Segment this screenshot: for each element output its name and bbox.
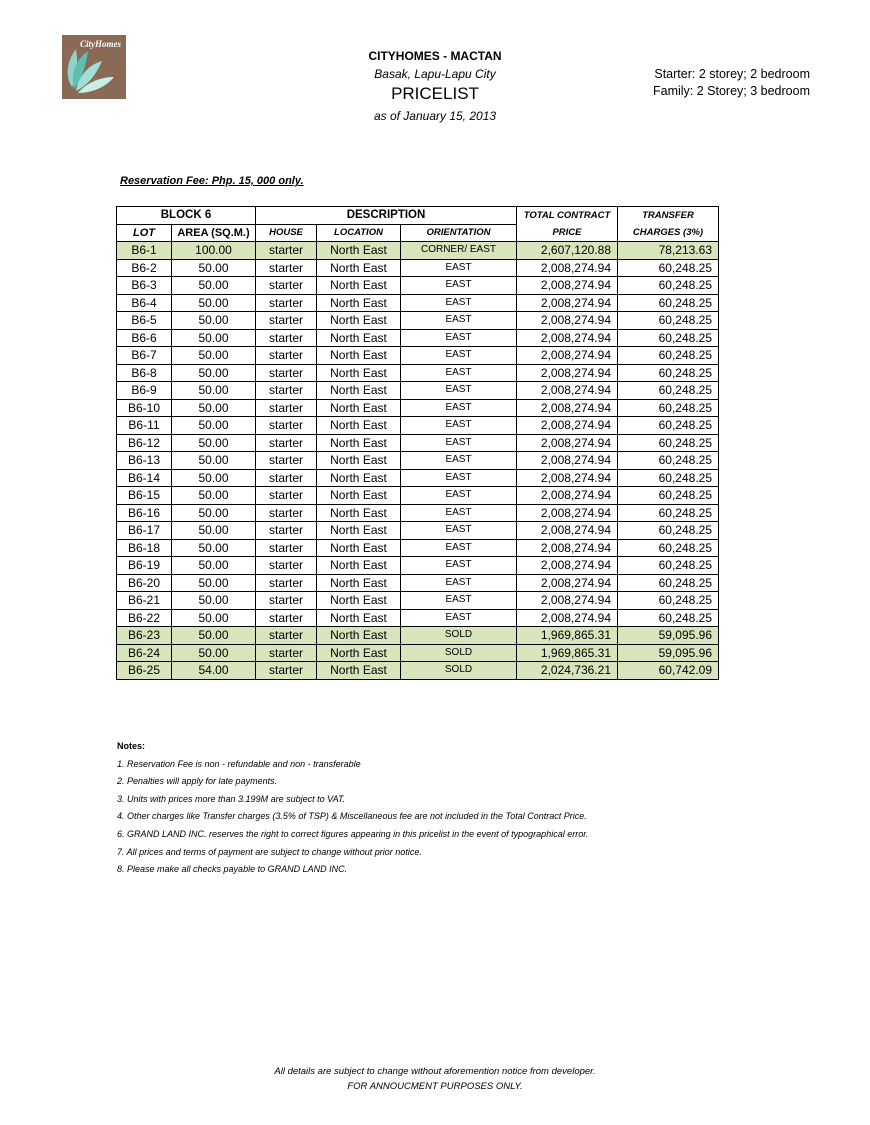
house-cell: starter [256,592,317,610]
area-cell: 50.00 [172,504,256,522]
description-header: DESCRIPTION [256,207,517,225]
table-row [117,487,719,505]
note-item: 2. Penalties will apply for late payments. [117,776,278,787]
orientation-cell: EAST [401,434,517,452]
orientation-cell: EAST [401,259,517,277]
lot-cell: B6-23 [117,627,172,645]
location-cell: North East [317,452,401,470]
location-cell: North East [317,557,401,575]
table-row [117,364,719,382]
house-cell: starter [256,329,317,347]
orientation-cell: EAST [401,557,517,575]
house-cell: starter [256,557,317,575]
lot-cell: B6-22 [117,609,172,627]
location-cell: North East [317,469,401,487]
table-row [117,399,719,417]
tcp-cell: 2,008,274.94 [517,382,618,400]
transfer-cell: 78,213.63 [618,242,719,260]
orientation-cell: EAST [401,452,517,470]
location-cell: North East [317,382,401,400]
location-cell: North East [317,312,401,330]
area-cell: 50.00 [172,487,256,505]
transfer-cell: 60,248.25 [618,417,719,435]
area-cell: 50.00 [172,539,256,557]
area-cell: 50.00 [172,259,256,277]
house-cell: starter [256,644,317,662]
area-cell: 50.00 [172,557,256,575]
tcp-cell: 2,008,274.94 [517,399,618,417]
house-cell: starter [256,487,317,505]
house-cell: starter [256,469,317,487]
house-cell: starter [256,627,317,645]
orientation-cell: EAST [401,399,517,417]
notes-section [117,738,588,879]
transfer-cell: 60,248.25 [618,609,719,627]
tcp-cell: 2,008,274.94 [517,434,618,452]
transfer-cell: 60,248.25 [618,312,719,330]
tcp-cell: 2,008,274.94 [517,592,618,610]
area-cell: 50.00 [172,382,256,400]
location-cell: North East [317,434,401,452]
location-cell: North East [317,399,401,417]
note-item: 4. Other charges like Transfer charges (3.5% of TSP) & Miscellaneous fee are not included in the Total Contract Price. [117,811,587,822]
logo-text: CityHomes [80,39,121,49]
lot-cell: B6-5 [117,312,172,330]
house-cell: starter [256,382,317,400]
house-types [653,66,810,100]
table-row [117,347,719,365]
area-cell: 50.00 [172,329,256,347]
lot-cell: B6-15 [117,487,172,505]
tcp-cell: 2,008,274.94 [517,312,618,330]
lot-cell: B6-17 [117,522,172,540]
note-item: 8. Please make all checks payable to GRAND LAND INC. [117,864,348,875]
pricelist-date: as of January 15, 2013 [373,109,497,123]
location-cell: North East [317,417,401,435]
tcp-cell: 2,008,274.94 [517,504,618,522]
area-cell: 50.00 [172,469,256,487]
footer-purpose: FOR ANNOUCMENT PURPOSES ONLY. [347,1081,523,1092]
note-item: 6. GRAND LAND INC. reserves the right to correct figures appearing in this pricelist in the event of typographical error. [117,828,589,839]
orientation-header: ORIENTATION [401,224,517,242]
location-cell: North East [317,644,401,662]
transfer-cell: 60,248.25 [618,277,719,295]
lot-cell: B6-10 [117,399,172,417]
tcp-header-line1: TOTAL CONTRACT [517,207,618,225]
house-cell: starter [256,434,317,452]
lot-cell: B6-6 [117,329,172,347]
tcp-cell: 2,008,274.94 [517,259,618,277]
transfer-cell: 60,248.25 [618,347,719,365]
area-cell: 50.00 [172,627,256,645]
tcp-cell: 2,008,274.94 [517,294,618,312]
lot-cell: B6-19 [117,557,172,575]
tcp-cell: 2,008,274.94 [517,417,618,435]
orientation-cell: EAST [401,329,517,347]
house-cell: starter [256,347,317,365]
orientation-cell: EAST [401,277,517,295]
table-row [117,469,719,487]
family-type: Family: 2 Storey; 3 bedroom [652,84,810,98]
table-row [117,592,719,610]
house-cell: starter [256,539,317,557]
house-cell: starter [256,574,317,592]
lot-cell: B6-12 [117,434,172,452]
lot-cell: B6-4 [117,294,172,312]
lot-cell: B6-3 [117,277,172,295]
location-cell: North East [317,347,401,365]
house-cell: starter [256,364,317,382]
tcp-cell: 2,008,274.94 [517,277,618,295]
orientation-cell: EAST [401,487,517,505]
company-name: CITYHOMES - MACTAN [368,49,502,63]
notes-title: Notes: [117,741,146,751]
footer-disclaimer: All details are subject to change without aforemention notice from developer. [274,1066,596,1077]
pricelist-table [116,206,719,680]
location-cell: North East [317,609,401,627]
tcp-cell: 2,008,274.94 [517,574,618,592]
table-row [117,644,719,662]
table-row [117,627,719,645]
location-cell: North East [317,487,401,505]
lot-cell: B6-11 [117,417,172,435]
location-cell: North East [317,522,401,540]
pricelist-rows [117,242,719,680]
starter-type: Starter: 2 storey; 2 bedroom [654,67,810,81]
area-cell: 54.00 [172,662,256,680]
house-header: HOUSE [256,224,317,242]
orientation-cell: EAST [401,312,517,330]
house-cell: starter [256,259,317,277]
house-cell: starter [256,242,317,260]
transfer-cell: 60,248.25 [618,539,719,557]
tcp-cell: 2,008,274.94 [517,487,618,505]
lot-cell: B6-16 [117,504,172,522]
cityhomes-logo [62,35,126,99]
tcp-cell: 2,008,274.94 [517,364,618,382]
orientation-cell: EAST [401,522,517,540]
company-location: Basak, Lapu-Lapu City [374,67,496,81]
tcp-cell: 2,008,274.94 [517,522,618,540]
lot-cell: B6-1 [117,242,172,260]
lot-cell: B6-24 [117,644,172,662]
transfer-cell: 60,742.09 [618,662,719,680]
transfer-cell: 60,248.25 [618,522,719,540]
location-cell: North East [317,364,401,382]
page-title: PRICELIST [391,84,479,103]
reservation-fee: Reservation Fee: Php. 15, 000 only. [120,175,304,187]
orientation-cell: SOLD [401,627,517,645]
tcp-cell: 2,008,274.94 [517,609,618,627]
location-cell: North East [317,539,401,557]
table-row [117,504,719,522]
area-cell: 50.00 [172,522,256,540]
house-cell: starter [256,312,317,330]
area-cell: 100.00 [172,242,256,260]
orientation-cell: EAST [401,539,517,557]
orientation-cell: EAST [401,592,517,610]
tcp-cell: 1,969,865.31 [517,644,618,662]
house-cell: starter [256,399,317,417]
orientation-cell: EAST [401,417,517,435]
lot-cell: B6-8 [117,364,172,382]
block-header: BLOCK 6 [117,207,256,225]
tcp-cell: 2,024,736.21 [517,662,618,680]
transfer-cell: 60,248.25 [618,452,719,470]
lot-cell: B6-25 [117,662,172,680]
tcp-cell: 2,008,274.94 [517,539,618,557]
house-cell: starter [256,504,317,522]
area-cell: 50.00 [172,277,256,295]
transfer-cell: 60,248.25 [618,364,719,382]
transfer-cell: 60,248.25 [618,434,719,452]
table-row [117,574,719,592]
table-row [117,434,719,452]
table-row [117,662,719,680]
area-cell: 50.00 [172,592,256,610]
tcp-cell: 2,008,274.94 [517,557,618,575]
transfer-cell: 60,248.25 [618,557,719,575]
house-cell: starter [256,294,317,312]
transfer-cell: 60,248.25 [618,259,719,277]
orientation-cell: EAST [401,364,517,382]
orientation-cell: EAST [401,609,517,627]
orientation-cell: EAST [401,294,517,312]
area-cell: 50.00 [172,417,256,435]
area-cell: 50.00 [172,364,256,382]
note-item: 1. Reservation Fee is non - refundable and non - transferable [117,758,361,769]
table-row [117,329,719,347]
orientation-cell: EAST [401,469,517,487]
location-cell: North East [317,329,401,347]
location-cell: North East [317,627,401,645]
tcp-cell: 2,008,274.94 [517,469,618,487]
area-cell: 50.00 [172,644,256,662]
location-cell: North East [317,574,401,592]
area-cell: 50.00 [172,609,256,627]
lot-cell: B6-13 [117,452,172,470]
orientation-cell: EAST [401,347,517,365]
location-cell: North East [317,242,401,260]
lot-header: LOT [117,224,172,242]
transfer-header-line1: TRANSFER [618,207,719,225]
orientation-cell: SOLD [401,644,517,662]
house-cell: starter [256,452,317,470]
transfer-cell: 60,248.25 [618,329,719,347]
transfer-cell: 59,095.96 [618,644,719,662]
table-row [117,417,719,435]
table-row [117,557,719,575]
area-header: AREA (SQ.M.) [172,224,256,242]
location-cell: North East [317,277,401,295]
tcp-cell: 2,607,120.88 [517,242,618,260]
orientation-cell: SOLD [401,662,517,680]
area-cell: 50.00 [172,452,256,470]
orientation-cell: EAST [401,504,517,522]
house-cell: starter [256,609,317,627]
table-row [117,382,719,400]
table-row [117,609,719,627]
table-row [117,242,719,260]
tcp-cell: 2,008,274.94 [517,329,618,347]
tcp-cell: 1,969,865.31 [517,627,618,645]
table-row [117,259,719,277]
note-item: 7. All prices and terms of payment are subject to change without prior notice. [117,846,422,857]
table-row [117,452,719,470]
lot-cell: B6-9 [117,382,172,400]
transfer-cell: 60,248.25 [618,592,719,610]
note-item: 3. Units with prices more than 3.199M are subject to VAT. [117,793,346,804]
orientation-cell: CORNER/ EAST [401,242,517,260]
lot-cell: B6-7 [117,347,172,365]
table-row [117,539,719,557]
house-cell: starter [256,417,317,435]
area-cell: 50.00 [172,294,256,312]
area-cell: 50.00 [172,399,256,417]
transfer-cell: 60,248.25 [618,294,719,312]
location-cell: North East [317,662,401,680]
house-cell: starter [256,522,317,540]
transfer-cell: 59,095.96 [618,627,719,645]
lot-cell: B6-2 [117,259,172,277]
transfer-header-line2: CHARGES (3%) [618,224,719,242]
tcp-header-line2: PRICE [517,224,618,242]
location-header: LOCATION [317,224,401,242]
lot-cell: B6-20 [117,574,172,592]
lot-cell: B6-21 [117,592,172,610]
transfer-cell: 60,248.25 [618,504,719,522]
lot-cell: B6-18 [117,539,172,557]
area-cell: 50.00 [172,347,256,365]
location-cell: North East [317,592,401,610]
house-cell: starter [256,277,317,295]
location-cell: North East [317,259,401,277]
area-cell: 50.00 [172,434,256,452]
notes-list [117,756,588,879]
transfer-cell: 60,248.25 [618,382,719,400]
house-cell: starter [256,662,317,680]
area-cell: 50.00 [172,312,256,330]
transfer-cell: 60,248.25 [618,574,719,592]
transfer-cell: 60,248.25 [618,399,719,417]
tcp-cell: 2,008,274.94 [517,452,618,470]
table-row [117,312,719,330]
table-row [117,277,719,295]
table-row [117,294,719,312]
orientation-cell: EAST [401,382,517,400]
location-cell: North East [317,504,401,522]
location-cell: North East [317,294,401,312]
lot-cell: B6-14 [117,469,172,487]
orientation-cell: EAST [401,574,517,592]
table-row [117,522,719,540]
area-cell: 50.00 [172,574,256,592]
transfer-cell: 60,248.25 [618,487,719,505]
transfer-cell: 60,248.25 [618,469,719,487]
tcp-cell: 2,008,274.94 [517,347,618,365]
